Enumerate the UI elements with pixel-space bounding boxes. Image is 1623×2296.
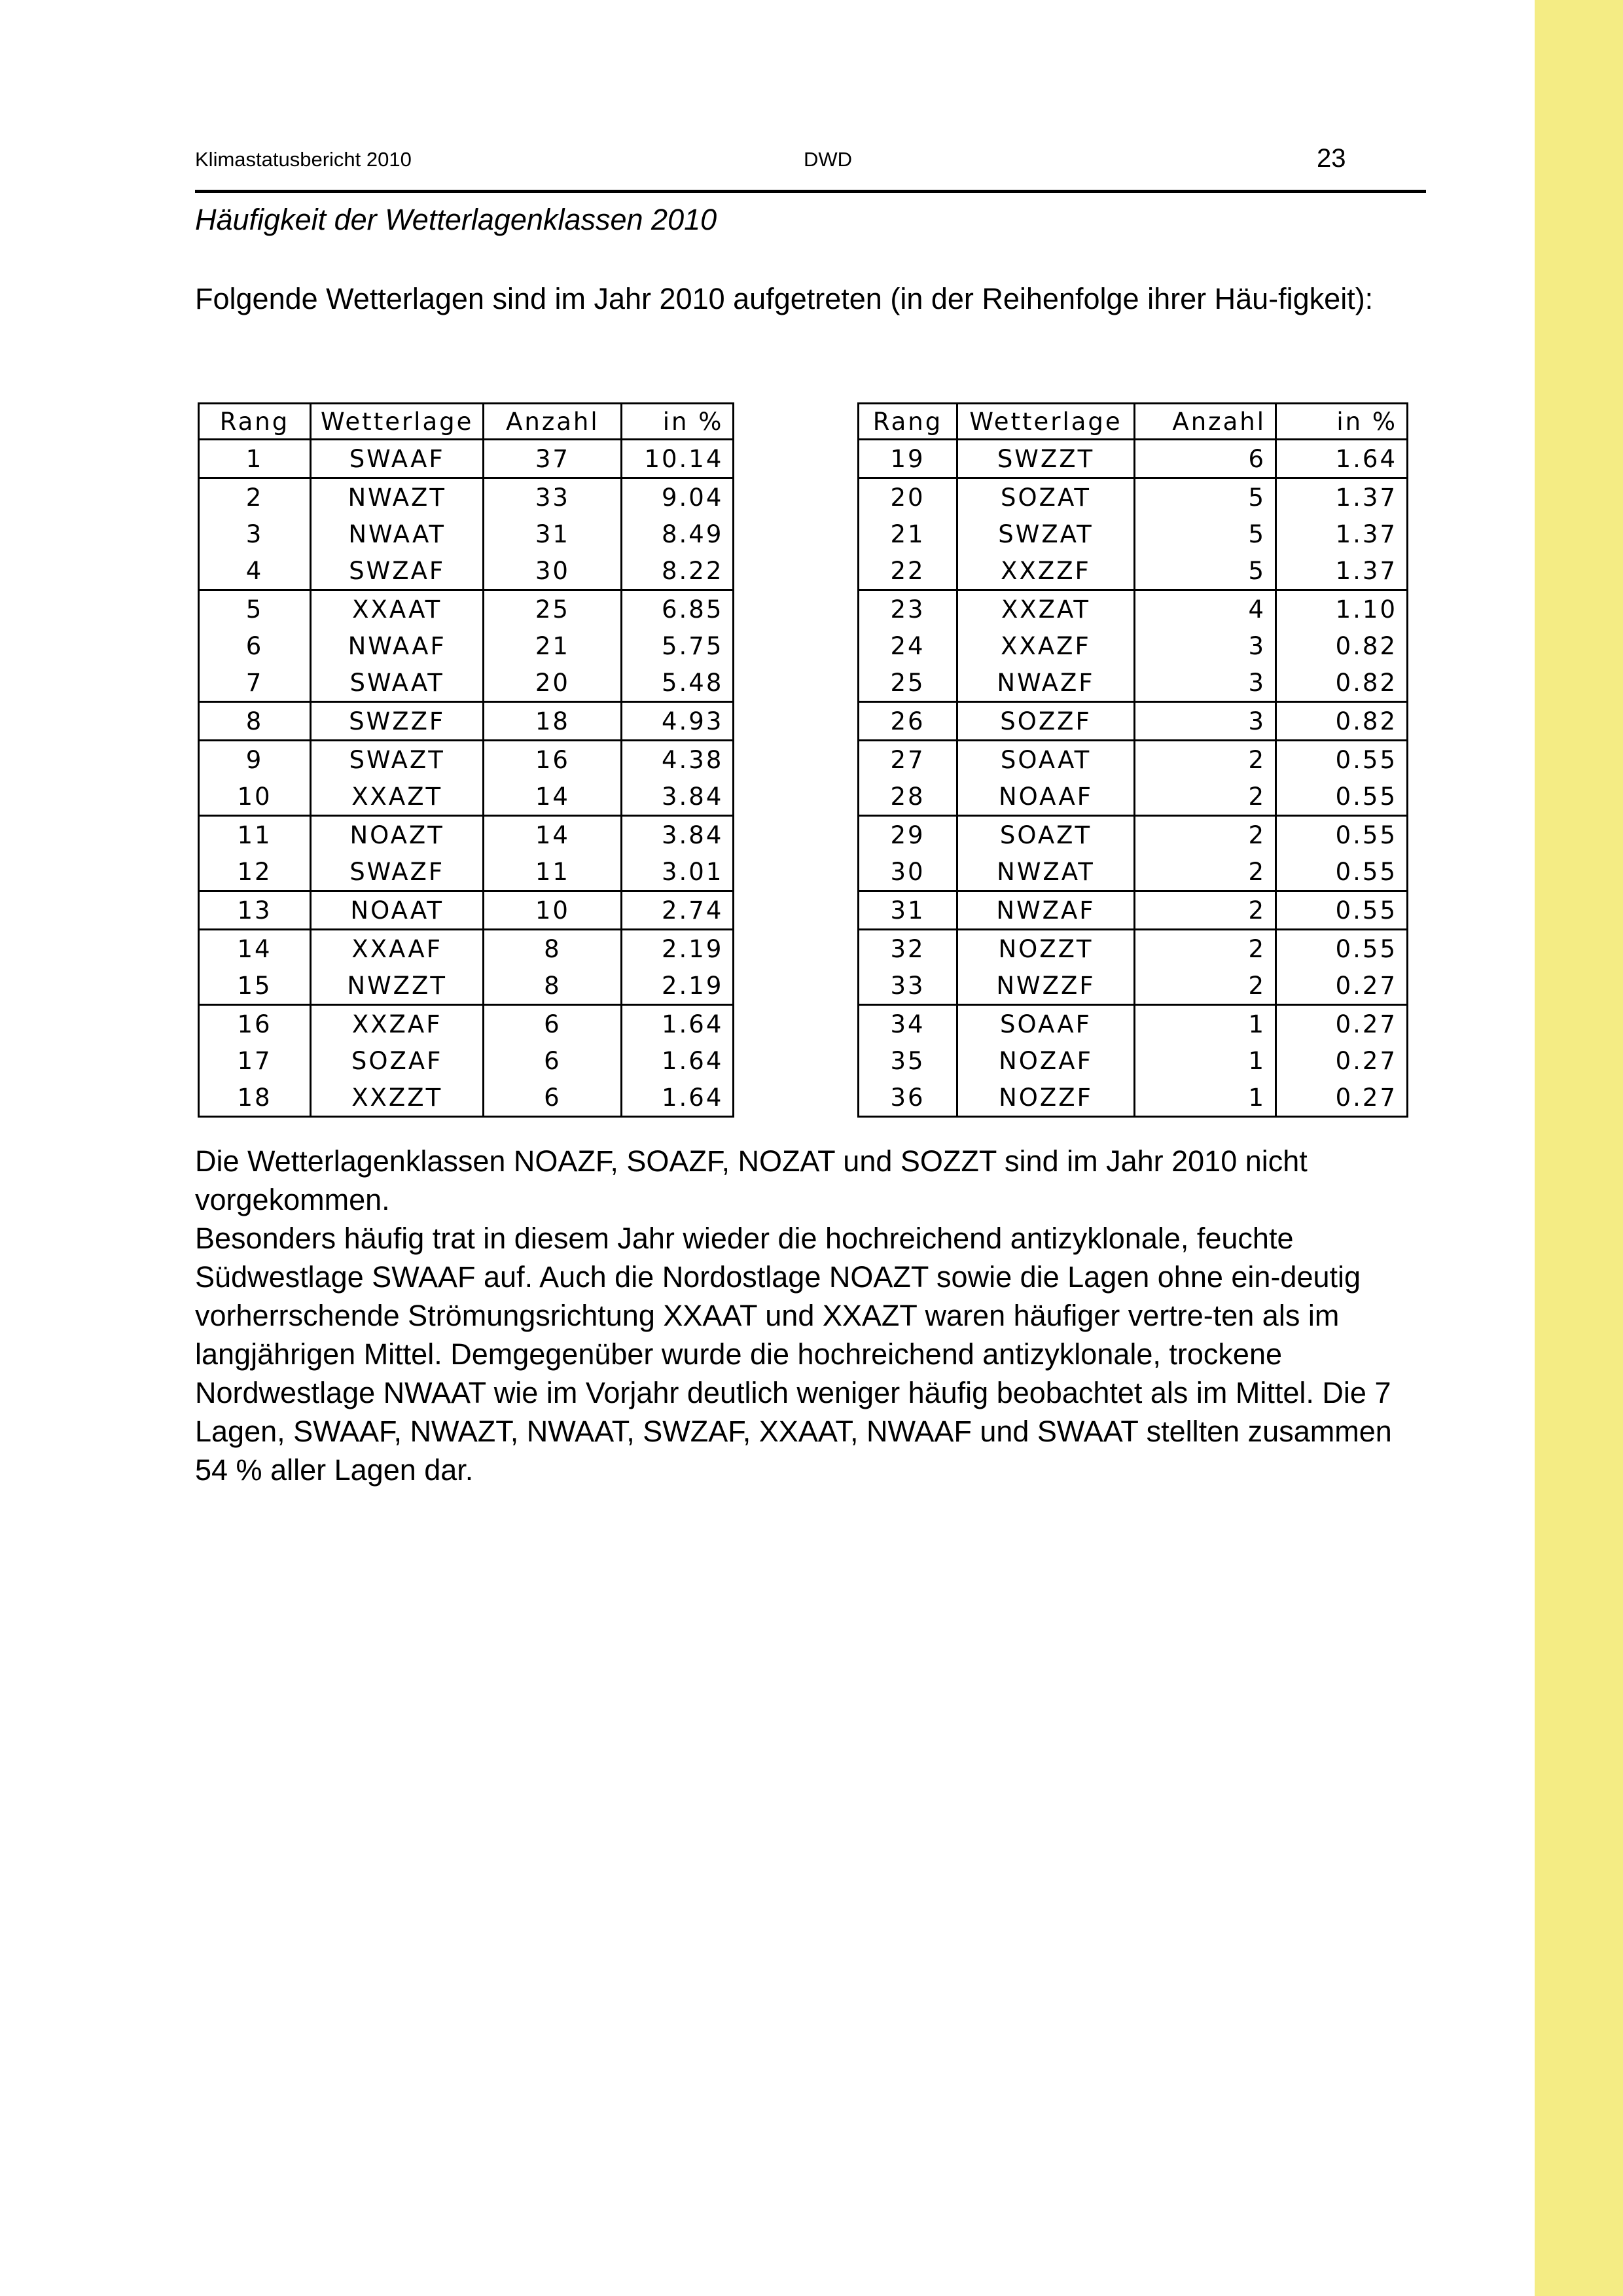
header-rang: Rang: [859, 404, 957, 440]
header-rang: Rang: [199, 404, 311, 440]
cell-anzahl: 1: [1135, 1042, 1276, 1079]
cell-anzahl: 10: [484, 891, 622, 930]
cell-rang: 33: [859, 967, 957, 1005]
table-ranks-19-36: [857, 402, 1408, 1118]
cell-wetterlage: NWZAF: [957, 891, 1135, 930]
cell-rang: 15: [199, 967, 311, 1005]
page-number: 23: [1317, 144, 1346, 173]
table-row: [199, 1079, 734, 1117]
header-wetterlage: Wetterlage: [311, 404, 484, 440]
cell-anzahl: 6: [484, 1079, 622, 1117]
cell-percent: 9.04: [661, 483, 724, 512]
cell-anzahl: 5: [1135, 552, 1276, 590]
table-header-row: [859, 404, 1408, 440]
table-row: [199, 1042, 734, 1079]
cell-wetterlage: SOAZT: [957, 816, 1135, 854]
cell-rang: 21: [859, 516, 957, 552]
cell-wetterlage: NWZZF: [957, 967, 1135, 1005]
header-divider: [195, 190, 1426, 193]
cell-wetterlage: NWZAT: [957, 853, 1135, 891]
publisher: DWD: [804, 148, 853, 171]
cell-rang: 32: [859, 930, 957, 968]
cell-rang: 30: [859, 853, 957, 891]
cell-anzahl: 30: [484, 552, 622, 590]
cell-anzahl: 11: [484, 853, 622, 891]
cell-percent: 0.55: [1335, 934, 1397, 963]
cell-anzahl: 25: [484, 590, 622, 628]
cell-wetterlage: NOZZF: [957, 1079, 1135, 1117]
cell-percent: 2.19: [622, 967, 734, 1005]
table-row: [859, 930, 1408, 968]
cell-percent: 5.48: [622, 664, 734, 702]
cell-percent: 0.82: [1276, 702, 1408, 741]
cell-wetterlage: SWZAF: [311, 552, 484, 590]
cell-wetterlage: NOZZT: [957, 930, 1135, 968]
table-row: [199, 516, 734, 552]
table-row: [859, 664, 1408, 702]
cell-rang: 11: [199, 816, 311, 854]
cell-anzahl: 21: [484, 627, 622, 664]
cell-rang: 4: [199, 552, 311, 590]
cell-anzahl: 2: [1135, 853, 1276, 891]
cell-wetterlage: SWAAT: [311, 664, 484, 702]
cell-anzahl: 1: [1135, 1005, 1276, 1043]
cell-wetterlage: NWAAT: [311, 516, 484, 552]
cell-wetterlage: NWAZF: [957, 664, 1135, 702]
header-wetterlage: Wetterlage: [957, 404, 1135, 440]
cell-anzahl: 3: [1135, 664, 1276, 702]
table-row: [199, 552, 734, 590]
table-row: [199, 853, 734, 891]
cell-anzahl: 8: [484, 967, 622, 1005]
cell-anzahl: 8: [484, 930, 622, 968]
cell-anzahl: 1: [1135, 1079, 1276, 1117]
cell-wetterlage: NOAAT: [311, 891, 484, 930]
cell-wetterlage: NOZAF: [957, 1042, 1135, 1079]
cell-rang: 25: [859, 664, 957, 702]
cell-percent: 2.74: [622, 891, 734, 930]
cell-rang: 27: [859, 741, 957, 779]
cell-percent: 1.10: [1335, 595, 1397, 624]
table-row: [199, 741, 734, 779]
cell-anzahl: 14: [484, 778, 622, 816]
cell-anzahl: 3: [1135, 702, 1276, 741]
table-row: [859, 702, 1408, 741]
cell-anzahl: 6: [484, 1042, 622, 1079]
cell-wetterlage: XXZZT: [311, 1079, 484, 1117]
cell-anzahl: 2: [1135, 741, 1276, 779]
cell-wetterlage: XXZAT: [957, 590, 1135, 628]
cell-rang: 10: [199, 778, 311, 816]
cell-wetterlage: SOZZF: [957, 702, 1135, 741]
table-row: [859, 516, 1408, 552]
cell-wetterlage: NOAAF: [957, 778, 1135, 816]
cell-rang: 6: [199, 627, 311, 664]
cell-wetterlage: NWZZT: [311, 967, 484, 1005]
cell-wetterlage: NOAZT: [311, 816, 484, 854]
cell-rang: 28: [859, 778, 957, 816]
cell-wetterlage: SOAAT: [957, 741, 1135, 779]
cell-rang: 12: [199, 853, 311, 891]
cell-wetterlage: XXZAF: [311, 1005, 484, 1043]
table-row: [199, 778, 734, 816]
cell-anzahl: 37: [484, 440, 622, 478]
table-row: [199, 1005, 734, 1043]
cell-percent: 1.37: [1335, 483, 1397, 512]
cell-wetterlage: SWAZT: [311, 741, 484, 779]
cell-anzahl: 33: [484, 478, 622, 516]
paragraph-missing-classes: Die Wetterlagenklassen NOAZF, SOAZF, NOZAT und SOZZT sind im Jahr 2010 nicht vorgekommen.: [195, 1144, 1308, 1216]
cell-rang: 14: [199, 930, 311, 968]
cell-percent: 8.49: [661, 520, 724, 548]
cell-rang: 34: [859, 1005, 957, 1043]
header-percent: in %: [622, 404, 734, 440]
table-row: [199, 891, 734, 930]
cell-rang: 20: [859, 478, 957, 516]
table-row: [859, 967, 1408, 1005]
table-row: [859, 1042, 1408, 1079]
cell-percent: 0.55: [1276, 891, 1408, 930]
header-anzahl: Anzahl: [1135, 404, 1276, 440]
cell-percent: 0.55: [1335, 821, 1397, 849]
cell-percent: 0.27: [1276, 1079, 1408, 1117]
cell-anzahl: 16: [484, 741, 622, 779]
cell-wetterlage: SWAAF: [311, 440, 484, 478]
table-row: [859, 891, 1408, 930]
cell-rang: 16: [199, 1005, 311, 1043]
cell-anzahl: 14: [484, 816, 622, 854]
cell-rang: 22: [859, 552, 957, 590]
cell-percent: 1.64: [661, 1010, 724, 1038]
table-ranks-1-18: [198, 402, 734, 1118]
cell-rang: 7: [199, 664, 311, 702]
cell-rang: 35: [859, 1042, 957, 1079]
cell-wetterlage: SOAAF: [957, 1005, 1135, 1043]
table-row: [199, 816, 734, 854]
cell-percent: 0.82: [1335, 631, 1397, 660]
cell-wetterlage: NWAAF: [311, 627, 484, 664]
cell-anzahl: 2: [1135, 778, 1276, 816]
cell-percent: 0.27: [1276, 967, 1408, 1005]
cell-rang: 31: [859, 891, 957, 930]
table-row: [859, 478, 1408, 516]
table-row: [859, 590, 1408, 628]
cell-percent: 4.93: [622, 702, 734, 741]
table-row: [859, 1005, 1408, 1043]
cell-anzahl: 2: [1135, 816, 1276, 854]
section-title: Häufigkeit der Wetterlagenklassen 2010: [195, 203, 717, 236]
cell-wetterlage: XXAZF: [957, 627, 1135, 664]
header-anzahl: Anzahl: [484, 404, 622, 440]
cell-anzahl: 2: [1135, 891, 1276, 930]
cell-anzahl: 31: [484, 516, 622, 552]
cell-rang: 8: [199, 702, 311, 741]
table-row: [199, 930, 734, 968]
table-row: [199, 627, 734, 664]
cell-percent: 8.22: [622, 552, 734, 590]
table-row: [859, 440, 1408, 478]
cell-rang: 1: [199, 440, 311, 478]
cell-percent: 1.64: [622, 1079, 734, 1117]
cell-rang: 29: [859, 816, 957, 854]
table-row: [859, 1079, 1408, 1117]
cell-wetterlage: SWZZF: [311, 702, 484, 741]
cell-rang: 3: [199, 516, 311, 552]
cell-anzahl: 20: [484, 664, 622, 702]
cell-rang: 26: [859, 702, 957, 741]
intro-paragraph: Folgende Wetterlagen sind im Jahr 2010 aufgetreten (in der Reihenfolge ihrer Häu-figkeit):: [195, 282, 1374, 315]
table-row: [859, 552, 1408, 590]
cell-anzahl: 5: [1135, 478, 1276, 516]
cell-rang: 2: [199, 478, 311, 516]
cell-percent: 1.64: [1276, 440, 1408, 478]
cell-rang: 9: [199, 741, 311, 779]
cell-wetterlage: SWAZF: [311, 853, 484, 891]
table-row: [859, 778, 1408, 816]
cell-percent: 2.19: [661, 934, 724, 963]
cell-wetterlage: SOZAT: [957, 478, 1135, 516]
header-percent: in %: [1276, 404, 1408, 440]
cell-percent: 4.38: [661, 745, 724, 774]
cell-percent: 0.55: [1335, 745, 1397, 774]
cell-anzahl: 4: [1135, 590, 1276, 628]
cell-rang: 13: [199, 891, 311, 930]
cell-anzahl: 2: [1135, 930, 1276, 968]
cell-wetterlage: XXAAF: [311, 930, 484, 968]
table-row: [199, 440, 734, 478]
cell-anzahl: 3: [1135, 627, 1276, 664]
cell-rang: 5: [199, 590, 311, 628]
cell-wetterlage: XXAZT: [311, 778, 484, 816]
cell-anzahl: 18: [484, 702, 622, 741]
table-row: [199, 702, 734, 741]
cell-percent: 6.85: [661, 595, 724, 624]
cell-anzahl: 6: [1135, 440, 1276, 478]
cell-rang: 24: [859, 627, 957, 664]
table-row: [199, 478, 734, 516]
cell-percent: 3.84: [622, 778, 734, 816]
cell-rang: 18: [199, 1079, 311, 1117]
cell-rang: 19: [859, 440, 957, 478]
cell-rang: 17: [199, 1042, 311, 1079]
table-row: [859, 741, 1408, 779]
cell-wetterlage: SWZZT: [957, 440, 1135, 478]
cell-rang: 36: [859, 1079, 957, 1117]
table-row: [859, 816, 1408, 854]
cell-wetterlage: SOZAF: [311, 1042, 484, 1079]
table-row: [199, 967, 734, 1005]
cell-percent: 0.82: [1276, 664, 1408, 702]
cell-percent: 3.01: [622, 853, 734, 891]
table-row: [859, 627, 1408, 664]
body-text: [195, 1142, 1425, 1489]
table-row: [859, 853, 1408, 891]
cell-percent: 10.14: [622, 440, 734, 478]
cell-percent: 5.75: [661, 631, 724, 660]
cell-anzahl: 5: [1135, 516, 1276, 552]
cell-wetterlage: XXZZF: [957, 552, 1135, 590]
cell-anzahl: 2: [1135, 967, 1276, 1005]
cell-percent: 3.84: [661, 821, 724, 849]
cell-percent: 1.37: [1276, 552, 1408, 590]
cell-anzahl: 6: [484, 1005, 622, 1043]
cell-percent: 0.55: [1276, 778, 1408, 816]
cell-percent: 1.37: [1335, 520, 1397, 548]
cell-percent: 0.27: [1335, 1046, 1397, 1075]
yellow-side-band: [1535, 0, 1623, 2296]
table-header-row: [199, 404, 734, 440]
table-row: [199, 590, 734, 628]
paragraph-frequent-classes: Besonders häufig trat in diesem Jahr wieder die hochreichend antizyklonale, feuchte Südwestlage SWAAF auf. Auch die Nordostlage NOAZT sowie die Lagen ohne ein-deutig vorherrschende Strömungsrichtung XXAAT und XXAZT waren häufiger vertre-ten als im langjährigen Mittel. Demgegenüber wurde die hochreichend antizyklonale, trockene Nordwestlage NWAAT wie im Vorjahr deutlich weniger häufig beobachtet als im Mittel. Die 7 Lagen, SWAAF, NWAZT, NWAAT, SWZAF, XXAAT, NWAAF und SWAAT stellten zusammen 54 % aller Lagen dar.: [195, 1222, 1392, 1487]
cell-wetterlage: NWAZT: [311, 478, 484, 516]
cell-percent: 1.64: [661, 1046, 724, 1075]
cell-percent: 0.55: [1276, 853, 1408, 891]
cell-rang: 23: [859, 590, 957, 628]
cell-wetterlage: XXAAT: [311, 590, 484, 628]
cell-percent: 0.27: [1335, 1010, 1397, 1038]
table-row: [199, 664, 734, 702]
cell-wetterlage: SWZAT: [957, 516, 1135, 552]
report-title: Klimastatusbericht 2010: [195, 148, 412, 171]
